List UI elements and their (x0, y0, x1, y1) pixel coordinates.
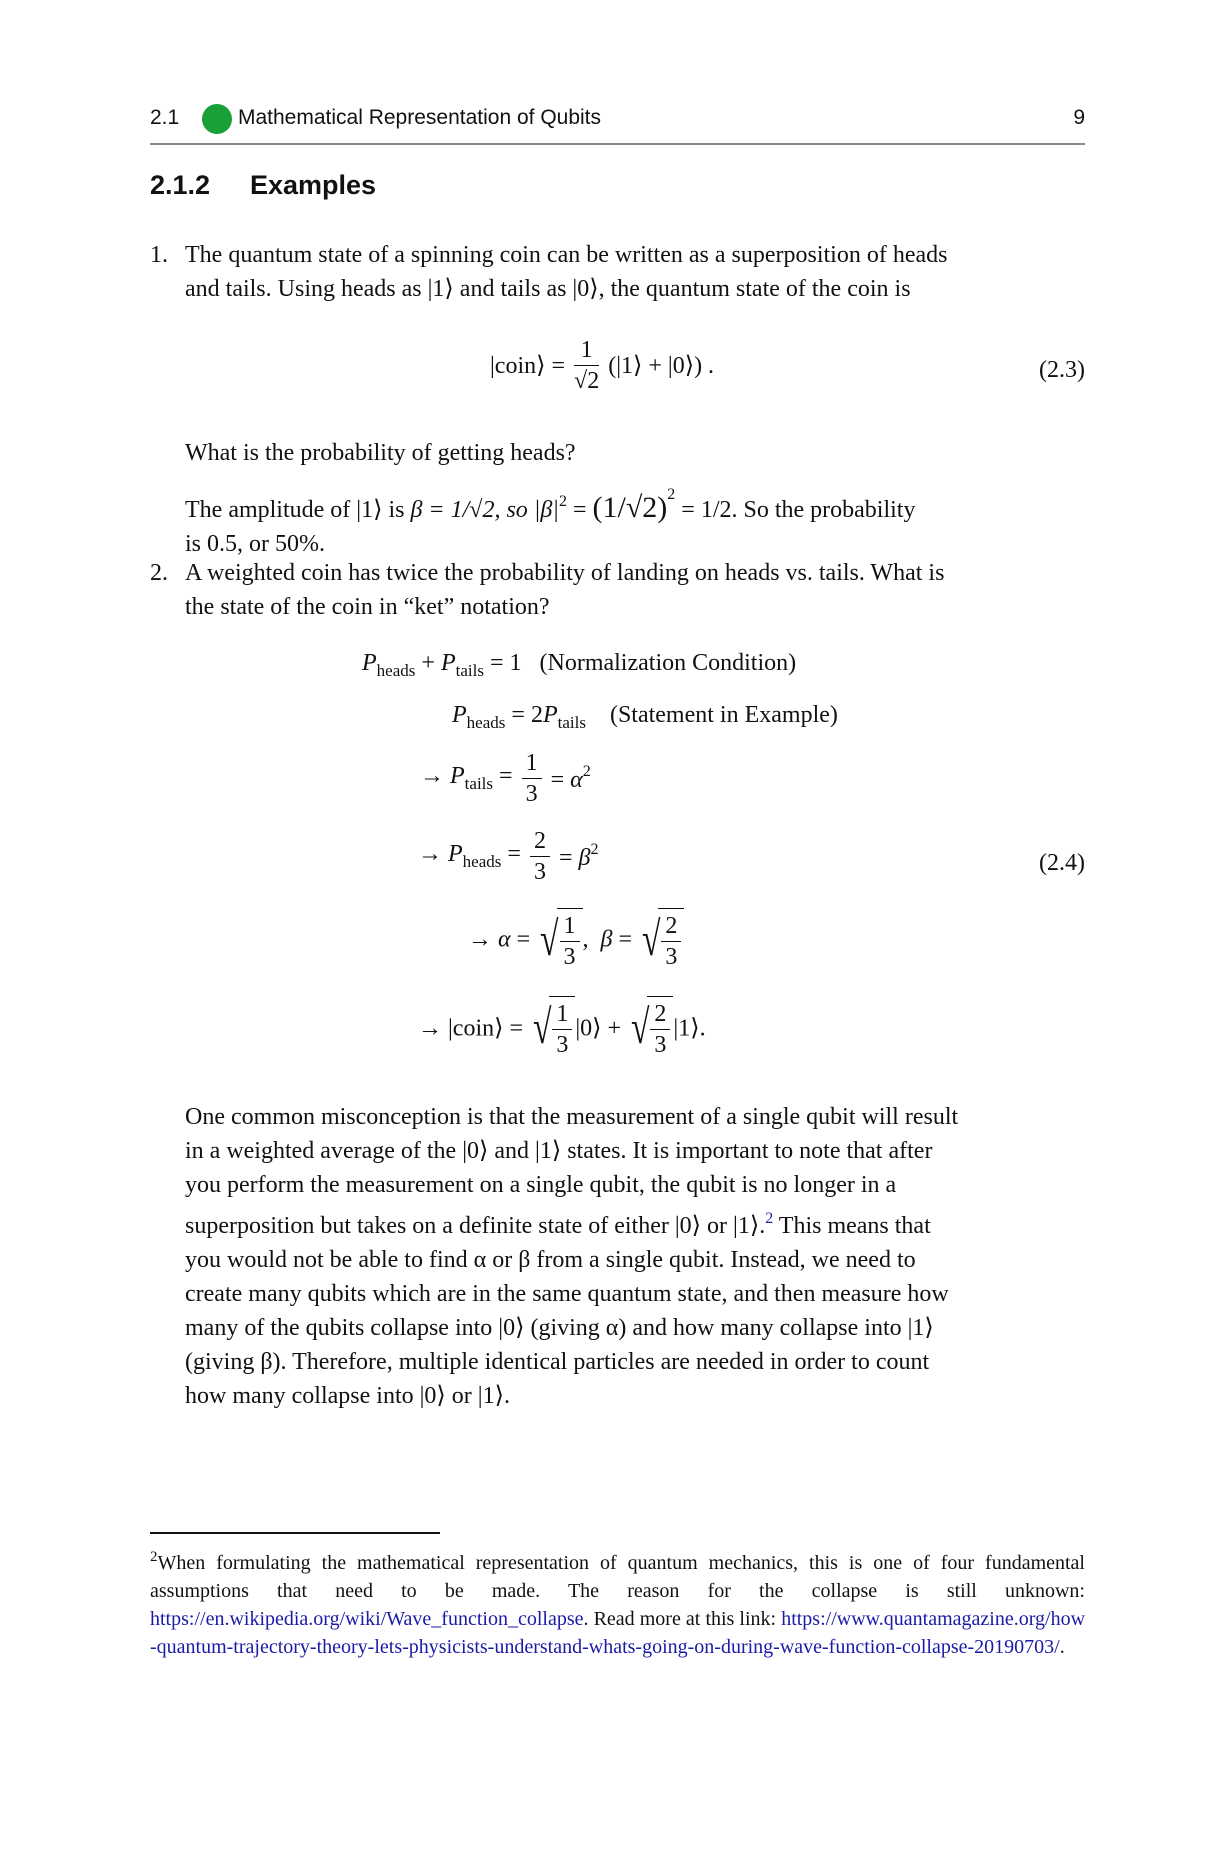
eq-statement: $P_{heads} = 2P_{tails}$ (Statement in Example) (452, 702, 838, 732)
running-head (150, 104, 1085, 138)
running-title: Mathematical Representation of Qubits (238, 106, 602, 129)
example-1-text (150, 238, 1085, 306)
eq-note: (Normalization Condition) (539, 650, 797, 676)
text-line: the state of the coin in “ket” notation? (185, 594, 550, 620)
eq-p-heads: → $P_{heads}$ = $\frac{2}{3}$ = $\beta^2$ (418, 828, 599, 885)
answer-paren: (1/√2) (592, 491, 668, 524)
text-line: you would not be able to find α or β from a single qubit. Instead, we need to (185, 1247, 916, 1273)
section-number: 2.1 (150, 106, 180, 129)
body-paragraph (185, 1100, 1085, 1413)
fraction (574, 335, 599, 396)
exponent: 2 (667, 486, 676, 503)
eq-coin-state: → |coin⟩ = √ $\frac{1}{3}$ |0⟩ + √ $\frac{2}{3}$ |1⟩. (418, 996, 706, 1060)
text-line: and tails. Using heads as |1⟩ and tails as |0⟩, the quantum state of the coin is (185, 276, 911, 302)
footnote-text: . (1059, 1636, 1065, 1658)
answer-line: is 0.5, or 50%. (185, 531, 325, 557)
text-line: you perform the measurement on a single qubit, the qubit is no longer in a (185, 1172, 897, 1198)
equals: = (572, 497, 587, 523)
text-line: how many collapse into |0⟩ or |1⟩. (185, 1383, 510, 1409)
answer-text: The amplitude of |1⟩ is (185, 497, 405, 523)
denominator: √2 (574, 368, 600, 394)
eq-lhs: |coin⟩ = (490, 353, 566, 379)
text-line: One common misconception is that the measurement of a single qubit will result (185, 1104, 959, 1130)
chapter-dot-icon (202, 104, 232, 134)
footnote-rule (150, 1532, 440, 1534)
text-line: superposition but takes on a definite state of either |0⟩ or |1⟩.$^2$ This means that (185, 1210, 931, 1239)
exponent: 2 (558, 493, 567, 510)
equation-2-4 (150, 640, 1085, 1080)
equation-2-3 (150, 335, 1085, 415)
subsection-number: 2.1.2 (150, 170, 211, 200)
example-1-answer (185, 436, 1085, 561)
header-rule (150, 143, 1085, 145)
text-line: many of the qubits collapse into |0⟩ (giving α) and how many collapse into |1⟩ (185, 1315, 934, 1341)
footnote-text: . Read more at this link: (583, 1608, 777, 1630)
eq-rhs: (|1⟩ + |0⟩) . (608, 353, 715, 379)
footnote-link[interactable]: 2 (765, 1210, 774, 1227)
answer-text: = 1/2. So the probability (681, 497, 916, 523)
footnote-mark: 2 (150, 1549, 158, 1565)
subsection-title: Examples (250, 170, 377, 200)
equation-number: (2.4) (1039, 850, 1085, 876)
footnote-text: When formulating the mathematical representation of quantum mechanics, this is one of four fundamental assumptions that need to be made. The reason for the collapse is still unknown: (150, 1552, 1085, 1602)
text-line: A weighted coin has twice the probability of landing on heads vs. tails. What is (185, 560, 945, 586)
text-line: create many qubits which are in the same quantum state, and then measure how (185, 1281, 949, 1307)
text-line: (giving β). Therefore, multiple identical particles are needed in order to count (185, 1349, 930, 1375)
list-number: 2. (150, 560, 168, 586)
footnote-link-wikipedia[interactable]: https://en.wikipedia.org/wiki/Wave_function_collapse (150, 1608, 584, 1630)
answer-line (185, 478, 1085, 527)
eq-note: (Statement in Example) (609, 702, 838, 728)
eq-normalization: $P_{heads} + P_{tails} = 1$ (Normalization Condition) (362, 650, 797, 680)
numerator: 1 (574, 335, 599, 366)
example-2-text (150, 556, 1085, 624)
answer-math: β = 1/√2, so |β| (410, 497, 559, 523)
text-line: in a weighted average of the |0⟩ and |1⟩ states. It is important to note that after (185, 1138, 933, 1164)
list-number: 1. (150, 242, 168, 268)
footnote (150, 1543, 1085, 1661)
page (150, 0, 1085, 1851)
text-line: The quantum state of a spinning coin can be written as a superposition of heads (185, 242, 948, 268)
question: What is the probability of getting heads? (185, 440, 576, 466)
section-heading (150, 170, 376, 201)
equation-number: (2.3) (1039, 357, 1085, 383)
footnote-link-quantamagazine[interactable]: https://www.quantamagazine.org/how-quantum-trajectory-theory-lets-physicists-understand-whats-going-on-during-wave-function-collapse-20190703/ (150, 1608, 1086, 1658)
page-number: 9 (1073, 106, 1085, 129)
eq-alpha-beta: → α = √ $\frac{1}{3}$ , β = √ $\frac{2}{3}$ (468, 908, 684, 972)
eq-p-tails: → $P_{tails}$ = $\frac{1}{3}$ = $\alpha^2$ (420, 750, 591, 807)
